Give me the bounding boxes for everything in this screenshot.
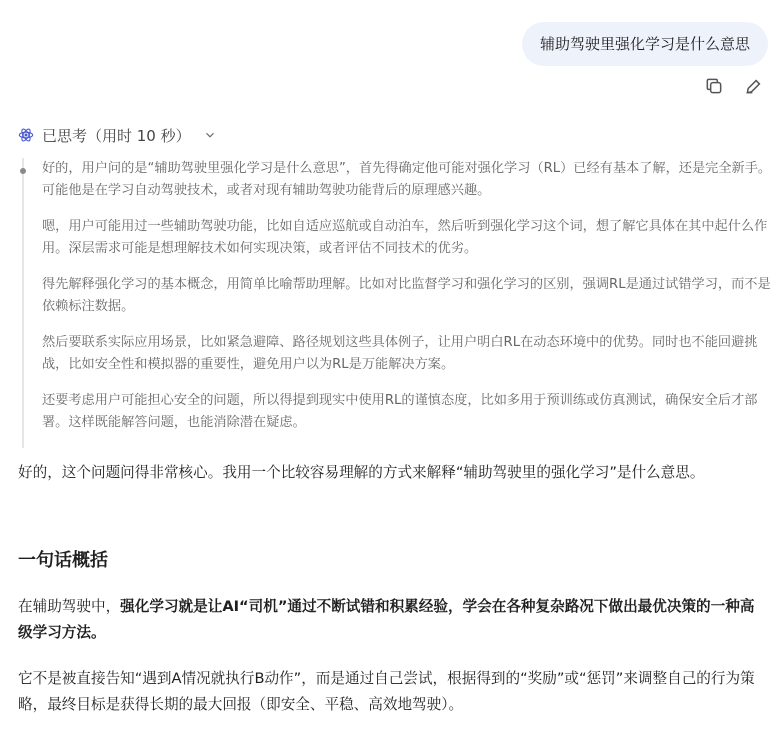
answer-heading: 一句话概括 [18, 550, 108, 571]
atom-icon [18, 127, 34, 143]
thinking-header-label: 已思考（用时 10 秒） [42, 126, 191, 145]
answer-summary-prefix: 在辅助驾驶中， [18, 598, 121, 615]
thinking-paragraph: 然后要联系实际应用场景，比如紧急避障、路径规划这些具体例子，让用户明白RL在动态环境中的优势。同时也不能回避挑战，比如安全性和模拟器的重要性，避免用户以为RL是万能解决方案。 [42, 335, 758, 372]
user-message-text: 辅助驾驶里强化学习是什么意思 [539, 35, 750, 53]
thinking-paragraph: 嗯，用户可能用过一些辅助驾驶功能，比如自适应巡航或自动泊车，然后听到强化学习这个词，想了解它具体在其中起什么作用。深层需求可能是想理解技术如何实现决策，或者评估不同技术的优劣。 [42, 219, 768, 256]
copy-icon[interactable] [704, 76, 724, 96]
bullet-dot [20, 168, 26, 174]
thinking-paragraph: 还要考虑用户可能担心安全的问题，所以得提到现实中使用RL的谨慎态度，比如多用于预训练或仿真测试，确保安全后才部署。这样既能解答问题，也能消除潜在疑虑。 [42, 393, 758, 430]
answer-intro: 好的，这个问题问得非常核心。我用一个比较容易理解的方式来解释“辅助驾驶里的强化学习”是什么意思。 [18, 464, 705, 481]
thinking-toggle[interactable] [18, 124, 217, 146]
answer-summary-bold: 强化学习就是让AI“司机”通过不断试错和积累经验，学会在各种复杂路况下做出最优决策的一种高级学习方法。 [18, 598, 755, 641]
user-message-bubble [522, 22, 768, 66]
message-actions [704, 76, 764, 96]
chevron-down-icon [203, 128, 217, 142]
answer-explanation: 它不是被直接告知“遇到A情况就执行B动作”，而是通过自己尝试，根据得到的“奖励”或“惩罚”来调整自己的行为策略，最终目标是获得长期的最大回报（即安全、平稳、高效地驾驶）。 [18, 670, 755, 713]
thinking-paragraph: 得先解释强化学习的基本概念，用简单比喻帮助理解。比如对比监督学习和强化学习的区别，强调RL是通过试错学习，而不是依赖标注数据。 [42, 277, 771, 314]
thinking-content [22, 158, 772, 448]
edit-icon[interactable] [744, 76, 764, 96]
thinking-paragraph: 好的，用户问的是“辅助驾驶里强化学习是什么意思”，首先得确定他可能对强化学习（RL）已经有基本了解，还是完全新手。可能他是在学习自动驾驶技术，或者对现有辅助驾驶功能背后的原理感兴趣。 [42, 161, 772, 198]
answer-summary [18, 594, 768, 646]
